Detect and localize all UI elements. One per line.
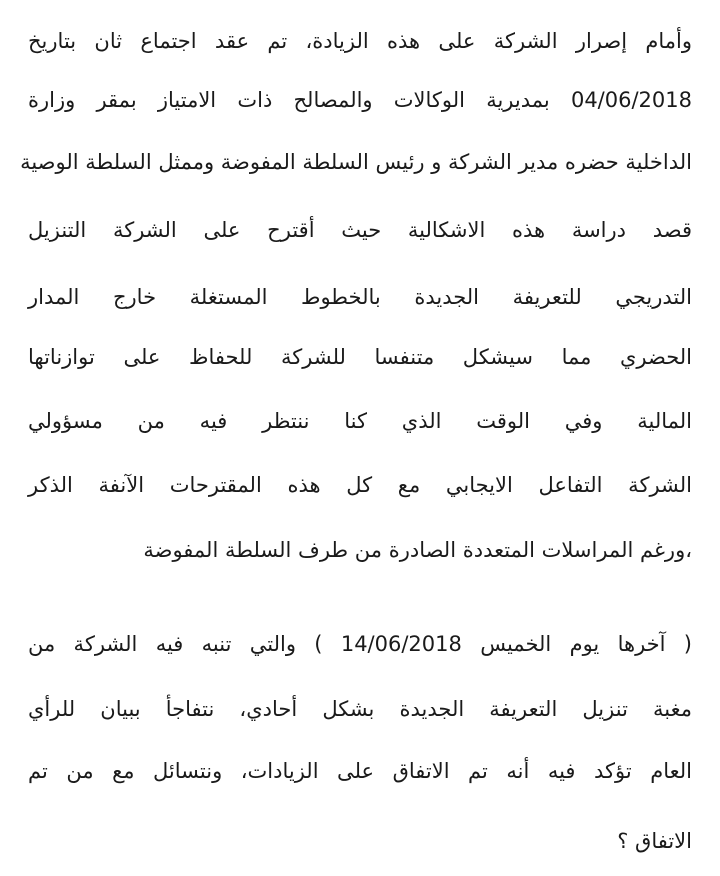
text-line: وأمام إصرار الشركة على هذه الزيادة، تم عقد اجتماع ثان بتاريخ bbox=[28, 29, 692, 53]
text-line: ( آخرها يوم الخميس 14/06/2018 ) والتي تنبه فيه الشركة من bbox=[28, 632, 692, 656]
text-line: الداخلية حضره مدير الشركة و رئيس السلطة المفوضة وممثل السلطة الوصية bbox=[20, 150, 692, 174]
text-line: التدريجي للتعريفة الجديدة بالخطوط المستغلة خارج المدار bbox=[28, 285, 692, 309]
text-line: قصد دراسة هذه الاشكالية حيث أقترح على الشركة التنزيل bbox=[28, 218, 692, 242]
text-line: العام تؤكد فيه أنه تم الاتفاق على الزيادات، ونتسائل مع من تم bbox=[28, 759, 692, 783]
text-line: ،ورغم المراسلات المتعددة الصادرة من طرف السلطة المفوضة bbox=[143, 538, 692, 562]
text-line: مغبة تنزيل التعريفة الجديدة بشكل أحادي، نتفاجأ ببيان للرأي bbox=[28, 697, 692, 721]
text-line: الاتفاق ؟ bbox=[617, 829, 692, 853]
text-line: 04/06/2018 بمديرية الوكالات والمصالح ذات الامتياز بمقر وزارة bbox=[28, 88, 692, 112]
text-line: المالية وفي الوقت الذي كنا ننتظر فيه من مسؤولي bbox=[28, 409, 692, 433]
text-line: الحضري مما سيشكل متنفسا للشركة للحفاظ على توازناتها bbox=[28, 345, 692, 369]
text-line: الشركة التفاعل الايجابي مع كل هذه المقترحات الآنفة الذكر bbox=[28, 473, 692, 497]
